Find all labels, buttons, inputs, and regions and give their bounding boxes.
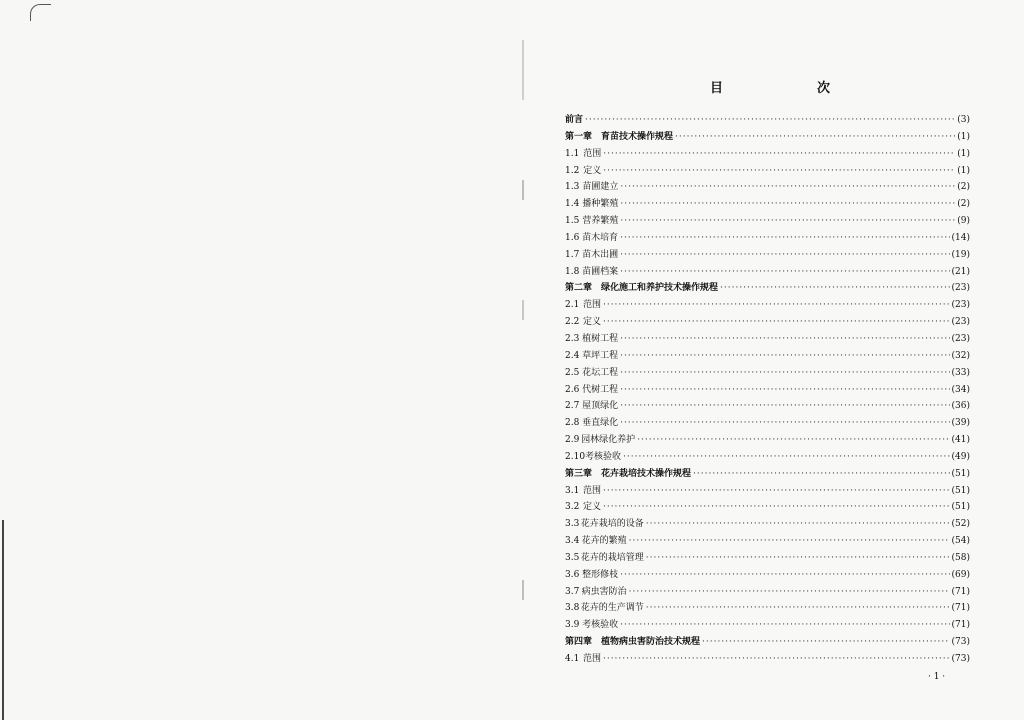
toc-entry-number: 2.3 (565, 333, 580, 344)
toc-entry (565, 230, 970, 247)
toc-entry-page: (23) (951, 333, 970, 344)
toc-leader-dots (693, 466, 950, 483)
toc-leader-dots (620, 398, 949, 415)
toc-entry-page: (52) (951, 519, 970, 530)
toc-entry (565, 617, 970, 634)
toc-entry-number: 1.6 (565, 232, 580, 243)
toc-entry-label: 范围 (582, 300, 601, 311)
toc-leader-dots (646, 516, 950, 533)
toc-entry-page: (71) (951, 620, 970, 631)
toc-entry-page: (21) (951, 266, 970, 277)
toc-entry-number: 2.8 (565, 418, 580, 429)
toc-entry (565, 600, 970, 617)
scan-corner-mark (30, 4, 51, 21)
toc-leader-dots (620, 230, 949, 247)
toc-entry (565, 466, 970, 483)
toc-entry-label: 园林绿化养护 (581, 435, 636, 446)
toc-leader-dots (620, 617, 949, 634)
toc-entry-number: 2.6 (565, 384, 580, 395)
toc-leader-dots (603, 483, 950, 500)
toc-entry (565, 634, 970, 651)
toc-entry-page: (39) (951, 418, 970, 429)
toc-leader-dots (646, 600, 950, 617)
toc-entry (565, 213, 970, 230)
toc-entry-page: (1) (957, 131, 970, 142)
toc-leader-dots (603, 651, 950, 668)
toc-leader-dots (620, 196, 955, 213)
toc-entry (565, 483, 970, 500)
toc-entry (565, 449, 970, 466)
toc-entry (565, 163, 970, 180)
toc-leader-dots (620, 264, 949, 281)
toc-entry (565, 584, 970, 601)
toc-entry-number: 3.4 (565, 536, 580, 547)
toc-entry-number: 3.3 (565, 519, 580, 530)
toc-entry-page: (71) (951, 586, 970, 597)
toc-leader-dots (603, 146, 955, 163)
toc-entry-number: 1.5 (565, 216, 580, 227)
scan-left-edge (2, 520, 4, 720)
toc-entry-label: 前言 (565, 115, 584, 125)
toc-entry (565, 550, 970, 567)
toc-entry-label: 苗木培育 (582, 232, 619, 243)
toc-entry-label: 花卉的繁殖 (581, 536, 627, 547)
toc-entry-number: 3.1 (565, 485, 580, 496)
toc-entry-number: 3.9 (565, 620, 580, 631)
toc-entry-label: 考核验收 (585, 451, 622, 462)
toc-entry (565, 499, 970, 516)
toc-entry (565, 146, 970, 163)
toc-leader-dots (603, 163, 955, 180)
toc-leader-dots (702, 634, 950, 651)
toc-entry-label: 营养繁殖 (582, 216, 619, 227)
toc-entry-label: 考核验收 (582, 620, 619, 631)
toc-entry-page: (3) (957, 115, 970, 125)
toc-leader-dots (620, 247, 949, 264)
toc-entry (565, 533, 970, 550)
toc-entry-page: (51) (951, 485, 970, 496)
toc-entry (565, 398, 970, 415)
toc-entry (565, 129, 970, 146)
toc-entry-page: (32) (951, 350, 970, 361)
toc-leader-dots (620, 179, 955, 196)
toc-entry-number: 1.1 (565, 148, 580, 159)
toc-entry-number: 4.1 (565, 654, 580, 664)
table-of-contents (565, 112, 970, 668)
toc-entry-label: 第四章 植物病虫害防治技术规程 (565, 637, 701, 648)
toc-entry-page: (54) (951, 536, 970, 547)
toc-leader-dots (620, 213, 955, 230)
toc-entry-page: (51) (951, 502, 970, 513)
toc-entry-number: 3.8 (565, 603, 580, 614)
toc-leader-dots (603, 499, 950, 516)
toc-entry (565, 382, 970, 399)
toc-entry-label: 定义 (582, 502, 601, 513)
toc-entry-number: 2.5 (565, 367, 580, 378)
toc-entry-label: 垂直绿化 (582, 418, 619, 429)
toc-entry-label: 定义 (582, 317, 601, 328)
toc-entry-number: 1.8 (565, 266, 580, 277)
toc-entry-label: 草坪工程 (582, 350, 619, 361)
toc-entry-page: (14) (951, 232, 970, 243)
book-gutter (522, 0, 524, 720)
toc-leader-dots (620, 415, 949, 432)
toc-entry-page: (34) (951, 384, 970, 395)
toc-leader-dots (675, 129, 955, 146)
toc-entry-number: 2.7 (565, 401, 580, 412)
page-number: · 1 · (928, 672, 946, 682)
toc-entry (565, 179, 970, 196)
toc-entry-page: (33) (951, 367, 970, 378)
toc-leader-dots (623, 449, 949, 466)
toc-entry-label: 病虫害防治 (581, 586, 627, 597)
toc-entry-label: 播种繁殖 (582, 199, 619, 210)
toc-leader-dots (620, 348, 949, 365)
toc-entry-label: 苗圃档案 (582, 266, 619, 277)
toc-entry-number: 3.2 (565, 502, 580, 513)
toc-entry-page: (2) (957, 199, 970, 210)
toc-leader-dots (620, 365, 949, 382)
toc-title-left: 目 (710, 81, 724, 96)
toc-entry-label: 定义 (583, 165, 602, 176)
toc-entry-page: (69) (951, 569, 970, 580)
toc-leader-dots (646, 550, 950, 567)
toc-leader-dots (720, 280, 950, 297)
toc-entry-number: 2.2 (565, 317, 580, 328)
toc-entry-page: (19) (951, 249, 970, 260)
toc-entry-label: 范围 (582, 654, 601, 664)
toc-entry-label: 整形修枝 (582, 569, 619, 580)
toc-leader-dots (585, 112, 955, 129)
toc-entry-page: (51) (951, 468, 970, 479)
toc-entry-page: (71) (951, 603, 970, 614)
toc-entry-page: (41) (951, 435, 970, 446)
toc-entry-number: 2.4 (565, 350, 580, 361)
toc-entry-number: 2.1 (565, 300, 580, 311)
toc-entry-page: (58) (951, 552, 970, 563)
toc-entry (565, 516, 970, 533)
toc-entry (565, 280, 970, 297)
toc-entry (565, 314, 970, 331)
toc-entry-number: 2.10 (565, 451, 586, 462)
toc-entry (565, 112, 970, 129)
toc-entry-page: (1) (957, 165, 970, 176)
toc-entry-label: 花卉的生产调节 (580, 603, 644, 614)
toc-entry (565, 348, 970, 365)
toc-entry-label: 代树工程 (582, 384, 619, 395)
toc-entry-label: 屋顶绿化 (582, 401, 619, 412)
toc-leader-dots (603, 297, 950, 314)
toc-entry (565, 331, 970, 348)
toc-entry (565, 297, 970, 314)
toc-entry-label: 花坛工程 (582, 367, 619, 378)
toc-entry-label: 苗圃建立 (582, 182, 619, 193)
toc-entry-label: 第一章 育苗技术操作规程 (565, 131, 674, 142)
toc-entry-page: (49) (951, 451, 970, 462)
toc-leader-dots (637, 432, 949, 449)
toc-entry-page: (73) (951, 654, 970, 664)
toc-entry (565, 432, 970, 449)
toc-entry-page: (23) (951, 300, 970, 311)
toc-leader-dots (629, 533, 950, 550)
toc-entry (565, 365, 970, 382)
toc-leader-dots (620, 567, 949, 584)
toc-entry-label: 花卉栽培的设备 (580, 519, 644, 530)
toc-title-right: 次 (816, 81, 830, 96)
toc-entry-number: 1.2 (565, 165, 580, 176)
toc-entry-label: 范围 (583, 148, 602, 159)
toc-entry-number: 2.9 (565, 435, 580, 446)
toc-entry-number: 3.7 (565, 586, 580, 597)
toc-entry-number: 1.7 (565, 249, 580, 260)
toc-entry-page: (36) (951, 401, 970, 412)
toc-entry-label: 第二章 绿化施工和养护技术操作规程 (565, 283, 719, 294)
toc-leader-dots (620, 382, 949, 399)
toc-entry (565, 247, 970, 264)
toc-leader-dots (620, 331, 949, 348)
toc-entry-label: 植树工程 (582, 333, 619, 344)
toc-entry-label: 花卉的栽培管理 (580, 552, 644, 563)
toc-entry-label: 苗木出圃 (582, 249, 619, 260)
toc-entry (565, 415, 970, 432)
toc-entry-number: 3.5 (565, 552, 580, 563)
toc-entry-label: 范围 (582, 485, 601, 496)
toc-entry-page: (23) (951, 317, 970, 328)
toc-entry-page: (73) (951, 637, 970, 648)
toc-entry-number: 1.3 (565, 182, 580, 193)
toc-leader-dots (603, 314, 950, 331)
toc-entry (565, 264, 970, 281)
toc-entry (565, 651, 970, 668)
toc-entry-page: (9) (957, 216, 970, 227)
toc-entry (565, 196, 970, 213)
toc-title (710, 77, 830, 96)
toc-entry-page: (1) (957, 148, 970, 159)
toc-entry-number: 3.6 (565, 569, 580, 580)
toc-entry-page: (23) (951, 283, 970, 294)
toc-leader-dots (629, 584, 950, 601)
toc-entry (565, 567, 970, 584)
toc-entry-page: (2) (957, 182, 970, 193)
toc-entry-number: 1.4 (565, 199, 580, 210)
toc-entry-label: 第三章 花卉栽培技术操作规程 (565, 468, 692, 479)
